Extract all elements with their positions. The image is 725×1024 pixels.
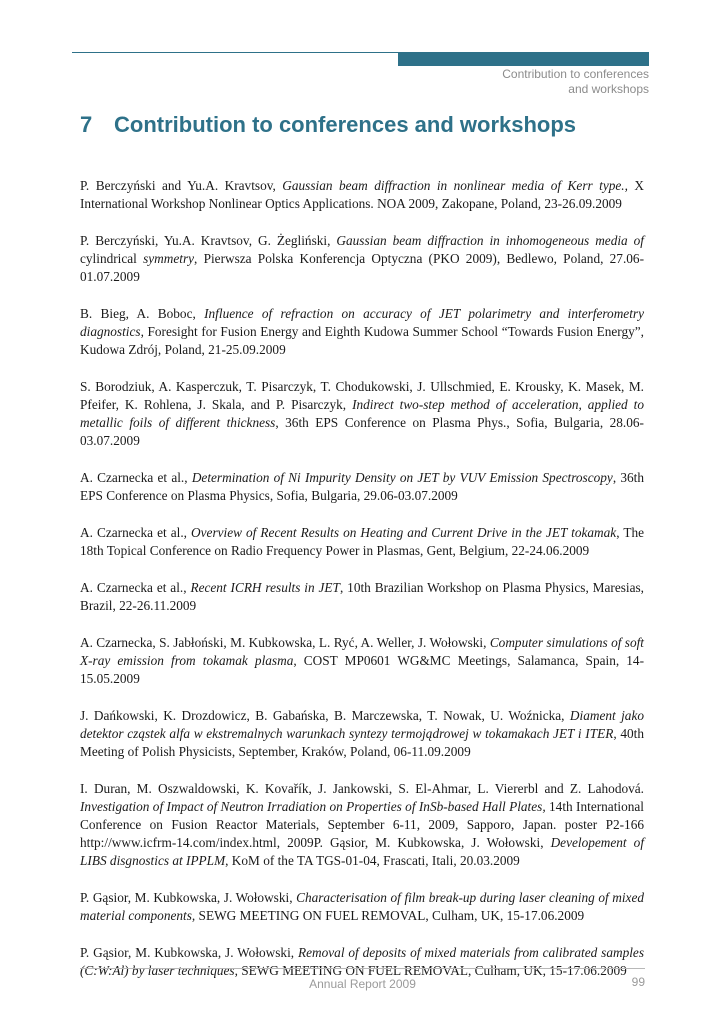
chapter-title-text: Contribution to conferences and workshops [114,112,577,137]
reference-title: Removal of deposits of mixed materials from calibrated samples (C:W:Al) by laser techniques [80,945,645,978]
reference-title: Gaussian beam diffraction in nonlinear media of Kerr type., [282,178,628,193]
reference-text: , 40th Meeting of Polish Physicists, September, Kraków, Poland, 06-11.09.2009 [80,726,644,759]
reference-text: P. Berczyński, Yu.A. Kravtsov, G. Żegliński, [80,233,337,248]
page-number: 99 [631,975,645,989]
reference-text: J. Dańkowski, K. Drozdowicz, B. Gabańska, B. Marczewska, T. Nowak, U. Woźnicka, [80,708,570,723]
reference-entry [80,579,644,615]
reference-title: Influence of refraction on accuracy of JET polarimetry and interferometry diagnostics [80,306,644,339]
reference-entry [80,177,644,213]
reference-text: I. Duran, M. Oszwaldowski, K. Kovařík, J. Jankowski, S. El-Ahmar, L. Viererbl and Z. Lahodová. [80,781,644,796]
reference-title: Indirect two-step method of acceleration, applied to metallic foils of different thickness [80,397,644,430]
reference-entry [80,889,644,925]
reference-entry [80,944,644,980]
reference-text: , 10th Brazilian Workshop on Plasma Physics, Maresias, Brazil, 22-26.11.2009 [80,580,644,613]
reference-title: symmetry [143,251,195,266]
chapter-title [80,112,576,138]
running-header [502,67,649,97]
reference-text: , 36th EPS Conference on Plasma Phys., Sofia, Bulgaria, 28.06-03.07.2009 [80,415,644,448]
reference-text: A. Czarnecka, S. Jabłoński, M. Kubkowska, L. Ryć, A. Weller, J. Wołowski, [80,635,490,650]
reference-entry [80,469,644,505]
reference-text: SEWG MEETING ON FUEL REMOVAL, Culham, UK, 15-17.06.2009 [195,908,585,923]
running-header-line-1: Contribution to conferences [502,67,649,81]
reference-entry [80,378,644,450]
footer-title: Annual Report 2009 [309,977,416,991]
reference-title: Overview of Recent Results on Heating and Current Drive in the JET tokamak [191,525,617,540]
reference-text: P. Berczyński and Yu.A. Kravtsov, [80,178,283,193]
reference-entry [80,232,644,286]
reference-text: , 36th EPS Conference on Plasma Physics, Sofia, Bulgaria, 29.06-03.07.2009 [80,470,645,503]
reference-title: Gaussian beam diffraction in inhomogeneous media of [336,233,644,248]
reference-title: Recent ICRH results in JET [190,580,340,595]
reference-entry [80,707,644,761]
header-accent-band [398,52,649,66]
reference-text: B. Bieg, A. Boboc, [80,306,205,321]
reference-text: cylindrical [80,251,144,266]
reference-title: Developement of LIBS disgnostics at IPPLM [80,835,645,868]
reference-entry [80,305,644,359]
reference-text: S. Borodziuk, A. Kasperczuk, T. Pisarczyk, T. Chodukowski, J. Ullschmied, E. Krousky, K. Masek, M. Pfeifer, K. Rohlena, J. Skala, and P. Pisarczyk, [80,379,644,412]
reference-title: Investigation of Impact of Neutron Irradiation on Properties of InSb-based Hall Plates, [80,799,546,814]
reference-text: 14th International Conference on Fusion Reactor Materials, September 6-11, 2009, Sapporo, Japan. poster P2-166 http://www.icfrm-14.com/index.html, 2009P. Gąsior, M. Kubkowska, J. Wołowski, [80,799,644,850]
running-header-line-2: and workshops [568,82,649,96]
reference-title: Determination of Ni Impurity Density on JET by VUV Emission Spectroscopy [191,470,613,485]
reference-list [80,177,644,999]
reference-text: A. Czarnecka et al., [80,580,191,595]
reference-text: , COST MP0601 WG&MC Meetings, Salamanca, Spain, 14-15.05.2009 [80,653,644,686]
reference-text: A. Czarnecka et al., [80,470,192,485]
reference-text: A. Czarnecka et al., [80,525,192,540]
chapter-number: 7 [80,112,93,137]
reference-text: , KoM of the TA TGS-01-04, Frascati, Itali, 20.03.2009 [225,853,520,868]
reference-title: Characterisation of film break-up during laser cleaning of mixed material components, [80,890,644,923]
reference-entry [80,780,644,870]
reference-text: , The 18th Topical Conference on Radio Frequency Power in Plasmas, Gent, Belgium, 22-24.06.2009 [80,525,645,558]
reference-entry [80,634,644,688]
reference-title: Computer simulations of soft X-ray emission from tokamak plasma [80,635,645,668]
reference-text: , SEWG MEETING ON FUEL REMOVAL, Culham, UK, 15-17.06.2009 [234,963,627,978]
footer-rule [80,968,645,969]
reference-title: Diament jako detektor cząstek alfa w ekstremalnych warunkach syntezy termojądrowej w tokamakach JET i ITER [80,708,644,741]
reference-text: X International Workshop Nonlinear Optics Applications. NOA 2009, Zakopane, Poland, 23-26.09.2009 [80,178,644,211]
reference-text: , Foresight for Fusion Energy and Eighth Kudowa Summer School “Towards Fusion Energy”, Kudowa Zdrój, Poland, 21-25.09.2009 [80,324,644,357]
reference-entry [80,524,644,560]
reference-text: P. Gąsior, M. Kubkowska, J. Wołowski, [80,890,297,905]
reference-text: P. Gąsior, M. Kubkowska, J. Wołowski, [80,945,298,960]
reference-text: , Pierwsza Polska Konferencja Optyczna (PKO 2009), Bedlewo, Poland, 27.06-01.07.2009 [80,251,644,284]
